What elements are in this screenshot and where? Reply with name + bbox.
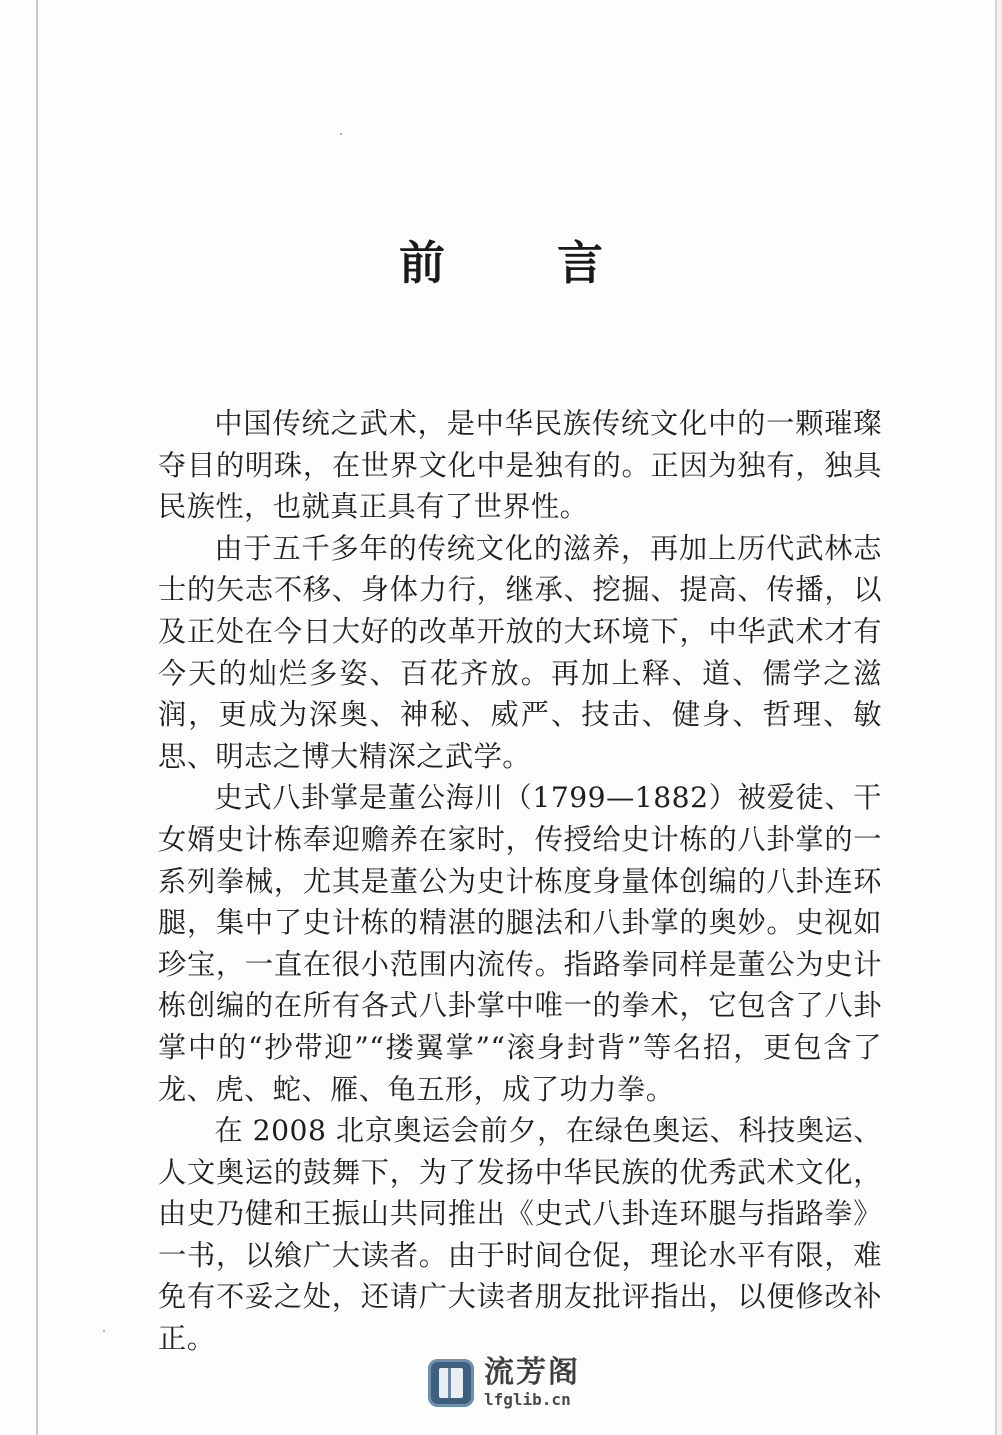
paragraph-4: 在 2008 北京奥运会前夕，在绿色奥运、科技奥运、人文奥运的鼓舞下，为了发扬中华民族的优秀武术文化，由史乃健和王振山共同推出《史式八卦连环腿与指路拳》一书，以飨广大读者。由于时间仓促，理论水平有限，难免有不妥之处，还请广大读者朋友批评指出，以便修改补正。 (158, 1114, 882, 1356)
watermark-url: lfglib.cn (484, 1390, 571, 1409)
watermark-name: 流芳阁 (484, 1355, 580, 1390)
watermark (428, 1353, 580, 1413)
paragraph-2: 由于五千多年的传统文化的滋养，再加上历代武林志士的矢志不移、身体力行，继承、挖掘、提高、传播，以及正处在今日大好的改革开放的大环境下，中华武术才有今天的灿烂多姿、百花齐放。再加上释、道、儒学之滋润，更成为深奥、神秘、威严、技击、健身、哲理、敏思、明志之博大精深之武学。 (158, 531, 882, 773)
scan-speck (340, 133, 342, 135)
page-edge-shadow (997, 0, 1002, 1435)
watermark-text (484, 1355, 580, 1409)
preface-body (158, 403, 882, 1360)
page-edge-left (36, 0, 38, 1435)
scan-speck (103, 1330, 105, 1332)
book-icon (428, 1359, 474, 1407)
paragraph-1: 中国传统之武术，是中华民族传统文化中的一颗璀璨夺目的明珠，在世界文化中是独有的。正因为独有，独具民族性，也就真正具有了世界性。 (158, 407, 882, 524)
paragraph-3: 史式八卦掌是董公海川（1799—1882）被爱徒、干女婿史计栋奉迎赡养在家时，传授给史计栋的八卦掌的一系列拳械，尤其是董公为史计栋度身量体创编的八卦连环腿，集中了史计栋的精湛的腿法和八卦掌的奥妙。史视如珍宝，一直在很小范围内流传。指路拳同样是董公为史计栋创编的在所有各式八卦掌中唯一的拳术，它包含了八卦掌中的“抄带迎”“搂翼掌”“滚身封背”等名招，更包含了龙、虎、蛇、雁、龟五形，成了功力拳。 (158, 781, 882, 1106)
page-title: 前 言 (398, 236, 651, 290)
